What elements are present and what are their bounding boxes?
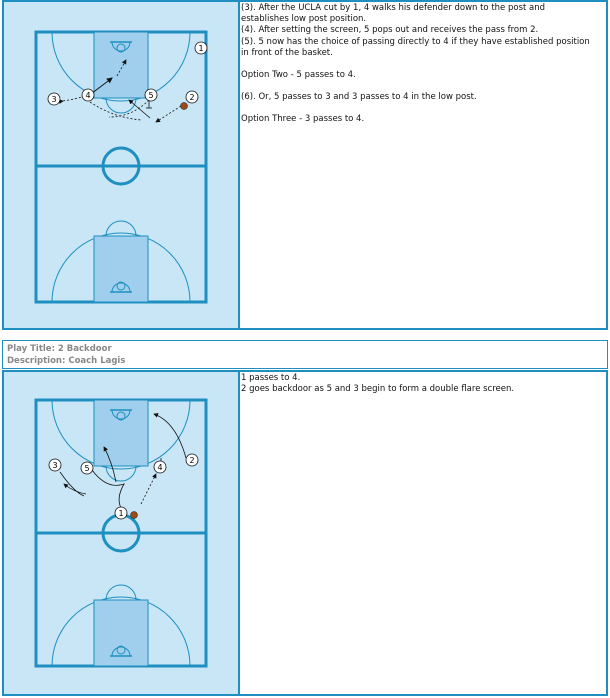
play1-player-5 <box>145 89 157 101</box>
svg-text:1: 1 <box>198 44 204 53</box>
svg-text:2: 2 <box>189 456 195 465</box>
play1-ball-icon <box>181 103 188 110</box>
play2-note-1: 1 passes to 4. <box>241 373 301 383</box>
play2-player-5 <box>81 462 93 474</box>
svg-text:3: 3 <box>52 461 58 470</box>
play2-description: Description: Coach Lagis <box>7 355 126 366</box>
play1-player-1 <box>195 42 207 54</box>
play2-player-4 <box>154 461 166 473</box>
play2-ball-icon <box>131 512 138 519</box>
svg-text:4: 4 <box>157 463 163 472</box>
play1-notes <box>241 3 591 126</box>
svg-text:5: 5 <box>84 464 90 473</box>
play2-player-3 <box>49 459 61 471</box>
play2-note-2: 2 goes backdoor as 5 and 3 begin to form a double flare screen. <box>241 384 515 395</box>
play1-player-2 <box>186 91 198 103</box>
svg-text:5: 5 <box>148 91 154 100</box>
play2-header <box>2 340 608 369</box>
play1-player-3 <box>48 93 60 105</box>
play1-note-3: (3). After the UCLA cut by 1, 4 walks his defender down to the post and establishes low post position. <box>241 3 546 25</box>
play1-player-4 <box>82 89 94 101</box>
play1-note-5: (5). 5 now has the choice of passing directly to 4 if they have established position in front of the basket. <box>241 36 590 58</box>
svg-text:1: 1 <box>118 509 124 518</box>
play1-option-two: Option Two - 5 passes to 4. <box>241 70 356 81</box>
play1-option-three: Option Three - 3 passes to 4. <box>241 114 365 125</box>
play1-note-4: (4). After setting the screen, 5 pops out and receives the pass from 2. <box>241 25 539 36</box>
play2-player-1 <box>115 507 127 519</box>
play1-note-6: (6). Or, 5 passes to 3 and 3 passes to 4 in the low post. <box>241 92 477 103</box>
svg-text:2: 2 <box>189 93 195 102</box>
play2-court <box>2 370 240 696</box>
svg-text:3: 3 <box>51 95 57 104</box>
play2-player-2 <box>186 454 198 466</box>
play2-title: Play Title: 2 Backdoor <box>7 344 112 354</box>
svg-text:4: 4 <box>85 91 91 100</box>
play1-court <box>2 0 240 330</box>
play2-notes <box>241 373 591 395</box>
